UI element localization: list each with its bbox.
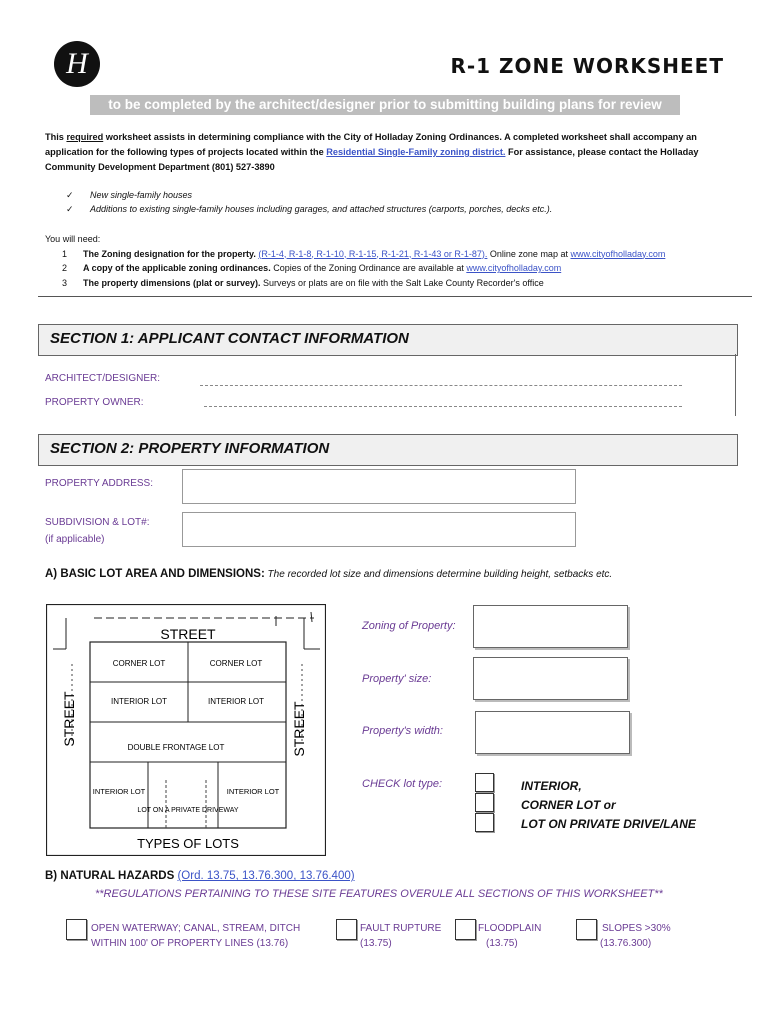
- website-link[interactable]: www.cityofholladay.com: [570, 248, 666, 259]
- lot-type-private: LOT ON PRIVATE DRIVE/LANE: [521, 817, 696, 831]
- hazard-line2: (13.75): [360, 938, 392, 949]
- requirements-label: You will need:: [45, 234, 101, 244]
- check-lot-type-label: CHECK lot type:: [362, 778, 443, 790]
- intro-required: required: [66, 132, 104, 142]
- item-text: Copies of the Zoning Ordinance are available at: [270, 263, 467, 273]
- fault-rupture-checkbox[interactable]: [336, 919, 357, 940]
- item-number: 1: [61, 248, 67, 259]
- corner-left-label: CORNER LOT: [112, 659, 166, 668]
- item-text: Surveys or plats are on file with the Salt Lake County Recorder's office: [260, 277, 544, 288]
- section-2-header: [38, 434, 738, 466]
- list-item: [45, 247, 665, 262]
- zoning-district-link[interactable]: Residential Single-Family zoning district.: [326, 147, 506, 157]
- zoning-input[interactable]: [473, 605, 628, 648]
- section-1-header: [38, 324, 738, 356]
- website-link[interactable]: www.cityofholladay.com: [466, 263, 562, 273]
- list-item: [45, 261, 665, 276]
- hazard-line1: SLOPES >30%: [602, 923, 671, 934]
- logo-letter: H: [66, 47, 88, 80]
- hazard-line2: WITHIN 100' OF PROPERTY LINES (13.76): [91, 938, 289, 949]
- street-top-label: STREET: [160, 626, 216, 642]
- hazard-fault: [360, 921, 441, 951]
- interior-left-label: INTERIOR LOT: [110, 697, 168, 706]
- owner-label: PROPERTY OWNER:: [45, 397, 144, 408]
- section-1-title: SECTION 1: APPLICANT CONTACT INFORMATION: [50, 330, 409, 347]
- waterway-checkbox[interactable]: [66, 919, 87, 940]
- subdivision-note: (if applicable): [45, 534, 105, 545]
- hazard-line2: (13.75): [486, 938, 518, 949]
- corner-lot-checkbox[interactable]: [475, 793, 494, 812]
- intro-text-3: For assistance, please contact the Holladay Community Development Department (801) 527-3890: [45, 147, 699, 172]
- hazard-waterway: [91, 921, 300, 951]
- slopes-checkbox[interactable]: [576, 919, 597, 940]
- private-drive-label: LOT ON A PRIVATE DRIVEWAY: [137, 807, 239, 814]
- ordinance-link[interactable]: (Ord. 13.75, 13.76.300, 13.76.400): [177, 870, 355, 882]
- hazard-line1: FAULT RUPTURE: [360, 923, 442, 934]
- list-item: [66, 202, 552, 216]
- hazard-line1: OPEN WATERWAY; CANAL, STREAM, DITCH: [91, 923, 301, 934]
- address-label: PROPERTY ADDRESS:: [45, 478, 153, 489]
- list-item: [66, 188, 552, 202]
- page-title: R-1 ZONE WORKSHEET: [450, 54, 724, 78]
- zone-codes-link[interactable]: (R-1-4, R-1-8, R-1-10, R-1-15, R-1-21, R-1-43 or R-1-87).: [258, 248, 488, 259]
- subdivision-input[interactable]: [182, 512, 576, 547]
- divider: [38, 296, 752, 297]
- list-item-text: Additions to existing single-family houses including garages, and attached structures (carports, porches, decks etc.).: [90, 204, 553, 214]
- interior-right-label: INTERIOR LOT: [207, 697, 265, 706]
- interior-checkbox[interactable]: [475, 773, 494, 792]
- architect-field[interactable]: [200, 384, 682, 386]
- double-frontage-label: DOUBLE FRONTAGE LOT: [127, 743, 225, 752]
- zoning-label: Zoning of Property:: [362, 620, 456, 632]
- item-bold: The property dimensions (plat or survey).: [83, 277, 261, 288]
- part-a-title: A) BASIC LOT AREA AND DIMENSIONS:: [45, 568, 265, 580]
- width-input[interactable]: [475, 711, 630, 754]
- list-item-text: New single-family houses: [90, 190, 193, 200]
- part-a-note: The recorded lot size and dimensions determine building height, setbacks etc.: [264, 569, 613, 580]
- item-text: Online zone map at: [487, 248, 571, 259]
- list-item: [45, 276, 665, 291]
- item-number: 3: [61, 277, 67, 288]
- hazard-warning: **REGULATIONS PERTAINING TO THESE SITE FEATURES OVERULE ALL SECTIONS OF THIS WORKSHEET**: [95, 888, 663, 900]
- interior-bottom-right-label: INTERIOR LOT: [226, 787, 280, 796]
- hazard-floodplain: [478, 921, 541, 951]
- owner-field[interactable]: [204, 405, 682, 407]
- item-bold: The Zoning designation for the property.: [83, 248, 256, 259]
- architect-label: ARCHITECT/DESIGNER:: [45, 373, 161, 384]
- lot-type-options: [521, 777, 696, 834]
- intro-text-2: worksheet assists in determining compliance with the City of Holladay Zoning Ordinances. A completed worksheet shall accompany an application for the following types of projects located within the: [45, 132, 697, 157]
- floodplain-checkbox[interactable]: [455, 919, 476, 940]
- instruction-banner: to be completed by the architect/designer prior to submitting building plans for review: [90, 95, 680, 115]
- lot-types-diagram: [46, 604, 326, 856]
- item-number: 2: [61, 263, 67, 273]
- corner-right-label: CORNER LOT: [209, 659, 263, 668]
- requirements-list: [45, 232, 665, 290]
- private-drive-checkbox[interactable]: [475, 813, 494, 832]
- hazard-line1: FLOODPLAIN: [478, 923, 542, 934]
- interior-bottom-left-label: INTERIOR LOT: [92, 787, 146, 796]
- part-b-title: B) NATURAL HAZARDS: [45, 870, 175, 882]
- size-label: Property' size:: [362, 673, 432, 685]
- part-a-heading: [45, 568, 612, 580]
- section-2-title: SECTION 2: PROPERTY INFORMATION: [50, 440, 330, 457]
- project-types-list: [66, 188, 552, 216]
- street-right-label: STREET: [291, 701, 307, 757]
- lot-type-corner: CORNER LOT or: [521, 798, 616, 812]
- item-bold: A copy of the applicable zoning ordinances.: [83, 263, 271, 273]
- width-label: Property's width:: [362, 725, 443, 737]
- checkmark-icon: ✓: [66, 204, 74, 214]
- intro-paragraph: [45, 130, 725, 175]
- street-left-label: STREET: [61, 691, 77, 747]
- part-b-heading: [45, 870, 355, 882]
- address-input[interactable]: [182, 469, 576, 504]
- hazard-line2: (13.76.300): [600, 938, 652, 949]
- subdivision-label: SUBDIVISION & LOT#:: [45, 517, 150, 528]
- holladay-logo: [54, 41, 100, 87]
- section-1-border: [735, 354, 736, 416]
- checkmark-icon: ✓: [66, 190, 74, 200]
- intro-text-1: This: [45, 132, 67, 142]
- diagram-caption: TYPES OF LOTS: [137, 836, 239, 851]
- size-input[interactable]: [473, 657, 628, 700]
- hazard-slopes: [600, 921, 671, 951]
- lot-type-interior: INTERIOR,: [521, 779, 582, 793]
